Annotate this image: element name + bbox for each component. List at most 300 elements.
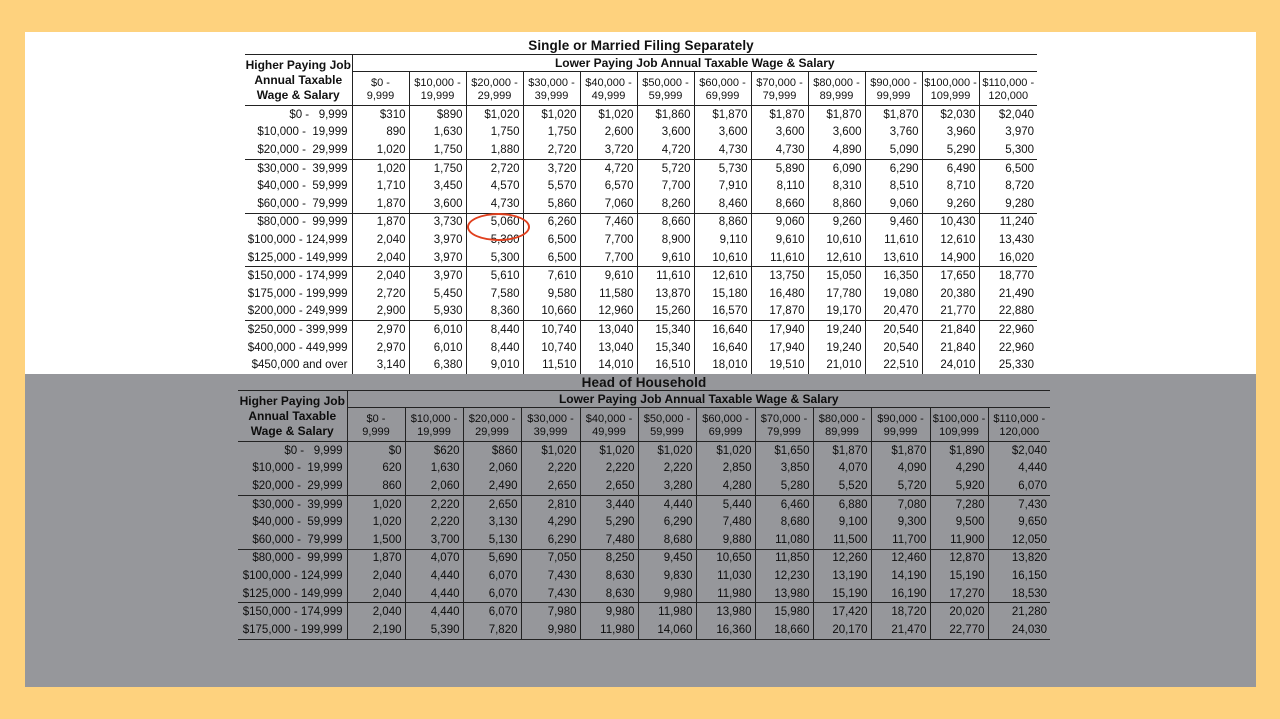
table-cell: $1,870 [871,442,930,460]
table-cell: 9,060 [865,195,922,213]
row-label: $40,000 - 59,999 [245,177,352,195]
table-row [245,249,1037,267]
column-header-line: $60,000 - [702,412,749,425]
table-row [245,177,1037,195]
row-label: $175,000 - 199,999 [238,621,347,639]
table-cell: 5,290 [580,513,638,531]
table-cell: 8,630 [580,567,638,585]
table-cell: 5,570 [523,177,580,195]
column-header-line: $30,000 - [527,412,574,425]
table-cell: 5,720 [871,477,930,495]
column-header-line: 29,999 [477,89,512,102]
table-cell: 5,720 [637,159,694,177]
table-cell: 4,730 [751,141,808,159]
table-cell: 6,500 [523,231,580,249]
table-cell: 17,270 [930,585,988,603]
column-header-line: 109,999 [939,425,979,438]
table-cell: 4,440 [638,495,696,513]
column-header-line: 29,999 [475,425,509,438]
hoh-table-title: Head of Household [581,375,707,390]
table-cell: 7,700 [637,177,694,195]
corner-line-2: Annual Taxable [248,408,337,423]
table-cell: 9,980 [521,621,580,639]
table-cell: 12,260 [813,549,871,567]
column-header-line: 120,000 [999,425,1040,438]
table-cell: 15,340 [637,321,694,339]
table-cell: 6,490 [922,159,979,177]
table-cell: 2,040 [372,569,402,582]
table-cell: $1,890 [930,442,988,460]
document-page [25,32,1256,374]
table-cell: 1,750 [409,159,466,177]
table-cell: 17,940 [751,339,808,357]
column-header-line: 39,999 [533,425,568,438]
table-row [238,513,1050,531]
table-cell: 5,610 [466,267,523,285]
table-cell: 6,070 [463,585,521,603]
table-cell: 10,610 [694,249,751,267]
table-cell: 5,300 [466,249,523,267]
table-cell: 8,360 [466,303,523,321]
table-cell: 7,480 [580,531,638,549]
table-cell: 6,290 [638,513,696,531]
table-cell: 15,190 [813,585,871,603]
table-cell: 11,030 [696,567,755,585]
table-cell: 9,450 [638,549,696,567]
table-cell: 3,760 [865,124,922,142]
row-label: $125,000 - 149,999 [238,585,347,603]
table-cell: 5,390 [405,621,463,639]
table-cell: 13,040 [580,321,637,339]
table-cell: 7,060 [580,195,637,213]
table-cell: 6,570 [580,177,637,195]
table-cell: 21,280 [988,603,1050,621]
table-cell: 3,280 [638,477,696,495]
table-cell: 11,850 [755,549,813,567]
table-cell: 3,970 [979,124,1037,142]
table-cell: 890 [386,126,406,139]
table-row [238,621,1050,639]
table-cell: 620 [382,462,402,475]
table-cell: 7,430 [521,567,580,585]
table-cell: 1,630 [409,124,466,142]
table-cell: 3,850 [755,460,813,478]
table-row [245,124,1037,142]
table-cell: 2,220 [521,460,580,478]
column-header-line: 109,999 [930,89,971,102]
column-header-line: $40,000 - [585,412,633,425]
column-header-line: 79,999 [762,89,797,102]
table-cell: 3,720 [523,159,580,177]
corner-line-1: Higher Paying Job [239,393,345,408]
table-cell: 8,260 [637,195,694,213]
table-row [238,603,1050,621]
head-of-household-table [238,390,1050,640]
table-cell: 1,020 [376,143,406,156]
table-cell: 1,870 [376,197,406,210]
table-cell: 4,280 [696,477,755,495]
table-row [238,460,1050,478]
column-header-line: 69,999 [708,425,743,438]
table-cell: 2,850 [696,460,755,478]
table-cell: 13,040 [580,339,637,357]
table-cell: 2,490 [463,477,521,495]
table-cell: 1,870 [347,549,405,567]
column-header [979,72,1037,106]
column-header-line: $20,000 - [468,412,516,425]
column-header [347,408,405,442]
column-header-line: 89,999 [825,425,859,438]
table-cell: 4,440 [405,585,463,603]
single-filing-table [245,54,1037,374]
table-cell: 9,980 [580,603,638,621]
table-row [238,585,1050,603]
row-label: $10,000 - 19,999 [238,460,347,478]
table-cell: 8,680 [755,513,813,531]
table-row [245,339,1037,357]
table-cell: 20,540 [865,321,922,339]
table-cell: 7,080 [871,495,930,513]
table-cell: 3,720 [580,141,637,159]
table-cell: 1,880 [466,141,523,159]
column-header-line: $20,000 - [471,76,518,89]
table-cell: 19,240 [808,321,865,339]
table-cell: 6,010 [409,321,466,339]
table-cell: 1,020 [372,516,402,529]
table-cell: 2,220 [580,460,638,478]
table-cell: $1,650 [755,442,813,460]
table-cell: 16,480 [751,285,808,303]
table-cell: 4,290 [930,460,988,478]
table-cell: 22,770 [930,621,988,639]
table-cell: 9,010 [466,356,523,374]
table-cell: 18,770 [979,267,1037,285]
table-cell: 4,730 [466,195,523,213]
corner-line-1: Higher Paying Job [245,57,351,72]
column-header [751,72,808,106]
table-cell: 8,900 [637,231,694,249]
table-cell: 20,470 [865,303,922,321]
table-cell: 2,720 [523,141,580,159]
table-cell: 21,840 [922,339,979,357]
table-cell: 3,970 [409,249,466,267]
row-label: $60,000 - 79,999 [245,195,352,213]
column-header-line: 89,999 [819,89,854,102]
table-cell: 4,570 [466,177,523,195]
table-cell: 18,660 [755,621,813,639]
table-cell: 5,520 [813,477,871,495]
column-group-title: Lower Paying Job Annual Taxable Wage & Salary [347,391,1050,408]
table-cell: 9,610 [580,267,637,285]
column-header-line: $110,000 - [993,412,1046,425]
column-header-line: 49,999 [591,89,626,102]
table-cell: 6,500 [523,249,580,267]
table-cell: 12,870 [930,549,988,567]
table-cell: 17,650 [922,267,979,285]
row-label: $60,000 - 79,999 [238,531,347,549]
table-cell: 5,290 [922,141,979,159]
table-cell: 4,440 [988,460,1050,478]
table-cell: 1,750 [523,124,580,142]
corner-header [245,55,352,106]
table-cell: 2,220 [405,495,463,513]
table-cell: 22,510 [865,356,922,374]
table-cell: 9,110 [694,231,751,249]
table-cell: $1,020 [523,106,580,124]
table-cell: 4,440 [405,567,463,585]
table-cell: 3,730 [409,213,466,231]
table-cell: 24,010 [922,356,979,374]
table-cell: 2,600 [580,124,637,142]
single-filing-table-block [245,38,1037,374]
row-label: $30,000 - 39,999 [245,159,352,177]
table-cell: $620 [405,442,463,460]
column-header-line: 39,999 [534,89,569,102]
table-cell: 2,040 [376,233,406,246]
table-cell: 11,080 [755,531,813,549]
table-cell: 17,940 [751,321,808,339]
table-cell: 11,610 [637,267,694,285]
table-cell: 11,610 [751,249,808,267]
table-cell: 9,260 [808,213,865,231]
column-header-line: 59,999 [648,89,683,102]
table-cell: 13,870 [637,285,694,303]
table-cell: 6,070 [988,477,1050,495]
table-row [238,477,1050,495]
column-header-line: $80,000 - [813,76,860,89]
shaded-page-region [25,374,1256,687]
table-cell: 7,820 [463,621,521,639]
table-cell: 5,890 [751,159,808,177]
column-header-line: $50,000 - [642,76,689,89]
table-cell: $1,870 [813,442,871,460]
column-header-line: 99,999 [883,425,918,438]
hoh-table-block [238,375,1050,640]
table-cell: 8,250 [580,549,638,567]
table-cell: 6,290 [521,531,580,549]
table-cell: $1,020 [521,442,580,460]
table-cell: 24,030 [988,621,1050,639]
table-cell: $1,020 [580,106,637,124]
column-header-line: $100,000 - [932,412,986,425]
row-label: $80,000 - 99,999 [245,213,352,231]
column-header-line: 120,000 [988,89,1029,102]
table-cell: 5,690 [463,549,521,567]
table-cell: $1,870 [865,106,922,124]
table-cell: 9,100 [813,513,871,531]
table-cell: 10,660 [523,303,580,321]
table-cell: 2,040 [372,587,402,600]
row-label: $0 - 9,999 [238,442,347,460]
table-cell: 8,440 [466,339,523,357]
table-cell: 9,500 [930,513,988,531]
table-cell: 11,500 [813,531,871,549]
table-cell: 5,060 [466,213,523,231]
row-label: $10,000 - 19,999 [245,124,352,142]
table-cell: 9,460 [865,213,922,231]
table-cell: 9,280 [979,195,1037,213]
column-header [637,72,694,106]
table-cell: 3,600 [808,124,865,142]
table-cell: 19,510 [751,356,808,374]
table-cell: 16,640 [694,339,751,357]
table-cell: 7,480 [696,513,755,531]
table-cell: 8,860 [694,213,751,231]
table-cell: 7,700 [580,231,637,249]
row-label: $400,000 - 449,999 [245,339,352,357]
table-row [238,549,1050,567]
table-cell: 21,490 [979,285,1037,303]
table-cell: 8,860 [808,195,865,213]
column-header-line: $100,000 - [924,76,977,89]
table-cell: 3,440 [580,495,638,513]
table-cell: 15,340 [637,339,694,357]
table-cell: 15,980 [755,603,813,621]
table-cell: 14,060 [638,621,696,639]
table-cell: 15,260 [637,303,694,321]
table-cell: 12,230 [755,567,813,585]
table-cell: 16,350 [865,267,922,285]
table-cell: 4,720 [580,159,637,177]
row-label: $0 - 9,999 [245,106,352,124]
column-header [865,72,922,106]
table-cell: 21,470 [871,621,930,639]
table-cell: 1,750 [409,141,466,159]
table-cell: 10,740 [523,321,580,339]
table-cell: 20,170 [813,621,871,639]
row-label: $40,000 - 59,999 [238,513,347,531]
table-cell: 22,960 [979,321,1037,339]
table-cell: $2,040 [979,106,1037,124]
table-cell: 5,930 [409,303,466,321]
corner-header [238,391,347,442]
table-cell: 12,610 [922,231,979,249]
table-cell: 4,290 [521,513,580,531]
column-header [871,408,930,442]
row-label: $20,000 - 29,999 [238,477,347,495]
column-header-line: $60,000 - [699,76,746,89]
table-row [238,531,1050,549]
table-cell: 13,610 [865,249,922,267]
table-cell: 12,610 [694,267,751,285]
column-header-line: 69,999 [705,89,740,102]
table-cell: 10,650 [696,549,755,567]
column-header-line: $10,000 - [410,412,458,425]
table-cell: 8,510 [865,177,922,195]
table-cell: 16,360 [696,621,755,639]
column-header-line: $10,000 - [414,76,461,89]
row-label: $250,000 - 399,999 [245,321,352,339]
corner-line-2: Annual Taxable [254,72,343,87]
table-cell: $1,020 [638,442,696,460]
table-cell: 4,440 [405,603,463,621]
table-cell: 13,980 [696,603,755,621]
table-row [245,285,1037,303]
row-label: $175,000 - 199,999 [245,285,352,303]
table-cell: 6,010 [409,339,466,357]
table-cell: 5,920 [930,477,988,495]
table-cell: 6,500 [979,159,1037,177]
table-cell: 1,020 [352,159,409,177]
table-cell: $1,020 [696,442,755,460]
row-label: $80,000 - 99,999 [238,549,347,567]
column-header [813,408,871,442]
table-cell: $1,870 [751,106,808,124]
table-cell: 3,600 [637,124,694,142]
table-cell: 22,880 [979,303,1037,321]
column-header [988,408,1050,442]
table-cell: 8,660 [751,195,808,213]
table-cell: 15,180 [694,285,751,303]
table-cell: 18,010 [694,356,751,374]
row-label: $125,000 - 149,999 [245,249,352,267]
table-cell: 1,710 [376,180,406,193]
table-cell: 1,500 [372,533,402,546]
table-cell: 2,190 [347,621,405,639]
table-cell: 11,980 [696,585,755,603]
table-cell: 16,020 [979,249,1037,267]
column-header-line: 9,999 [362,425,390,438]
table-cell: 8,460 [694,195,751,213]
table-cell: 11,610 [865,231,922,249]
table-cell: 3,130 [463,513,521,531]
table-cell: 2,720 [466,159,523,177]
table-cell: 9,830 [638,567,696,585]
column-header-line: 99,999 [876,89,911,102]
table-cell: 25,330 [979,356,1037,374]
table-cell: 7,460 [580,213,637,231]
row-label: $150,000 - 174,999 [245,267,352,285]
table-cell: 16,150 [988,567,1050,585]
table-cell: 9,300 [871,513,930,531]
table-cell: 18,530 [988,585,1050,603]
table-cell: 2,970 [376,341,406,354]
column-header [808,72,865,106]
table-cell: 18,720 [871,603,930,621]
table-cell: 19,080 [865,285,922,303]
table-cell: $890 [409,106,466,124]
table-cell: 2,810 [521,495,580,513]
column-header [463,408,521,442]
table-cell: 2,650 [521,477,580,495]
table-cell: 10,610 [808,231,865,249]
table-cell: 3,970 [409,267,466,285]
table-cell: 6,070 [463,603,521,621]
table-cell: $2,040 [988,442,1050,460]
row-label: $100,000 - 124,999 [245,231,352,249]
hoh-table-body [238,442,1050,640]
corner-line-3: Wage & Salary [256,87,340,102]
table-cell: 11,980 [638,603,696,621]
column-header [638,408,696,442]
table-row [245,213,1037,231]
table-cell: 7,280 [930,495,988,513]
column-header-line: $90,000 - [877,412,924,425]
column-header-line: $70,000 - [756,76,803,89]
table-cell: 9,260 [922,195,979,213]
column-header-line: $80,000 - [818,412,866,425]
column-header-line: $40,000 - [585,76,632,89]
table-cell: $1,870 [808,106,865,124]
table-cell: 6,260 [523,213,580,231]
table-cell: $860 [463,442,521,460]
single-table-title: Single or Married Filing Separately [528,38,754,53]
table-row [245,303,1037,321]
table-cell: 1,870 [352,213,409,231]
table-cell: 8,310 [808,177,865,195]
table-cell: 3,960 [922,124,979,142]
single-table-body [245,106,1037,375]
